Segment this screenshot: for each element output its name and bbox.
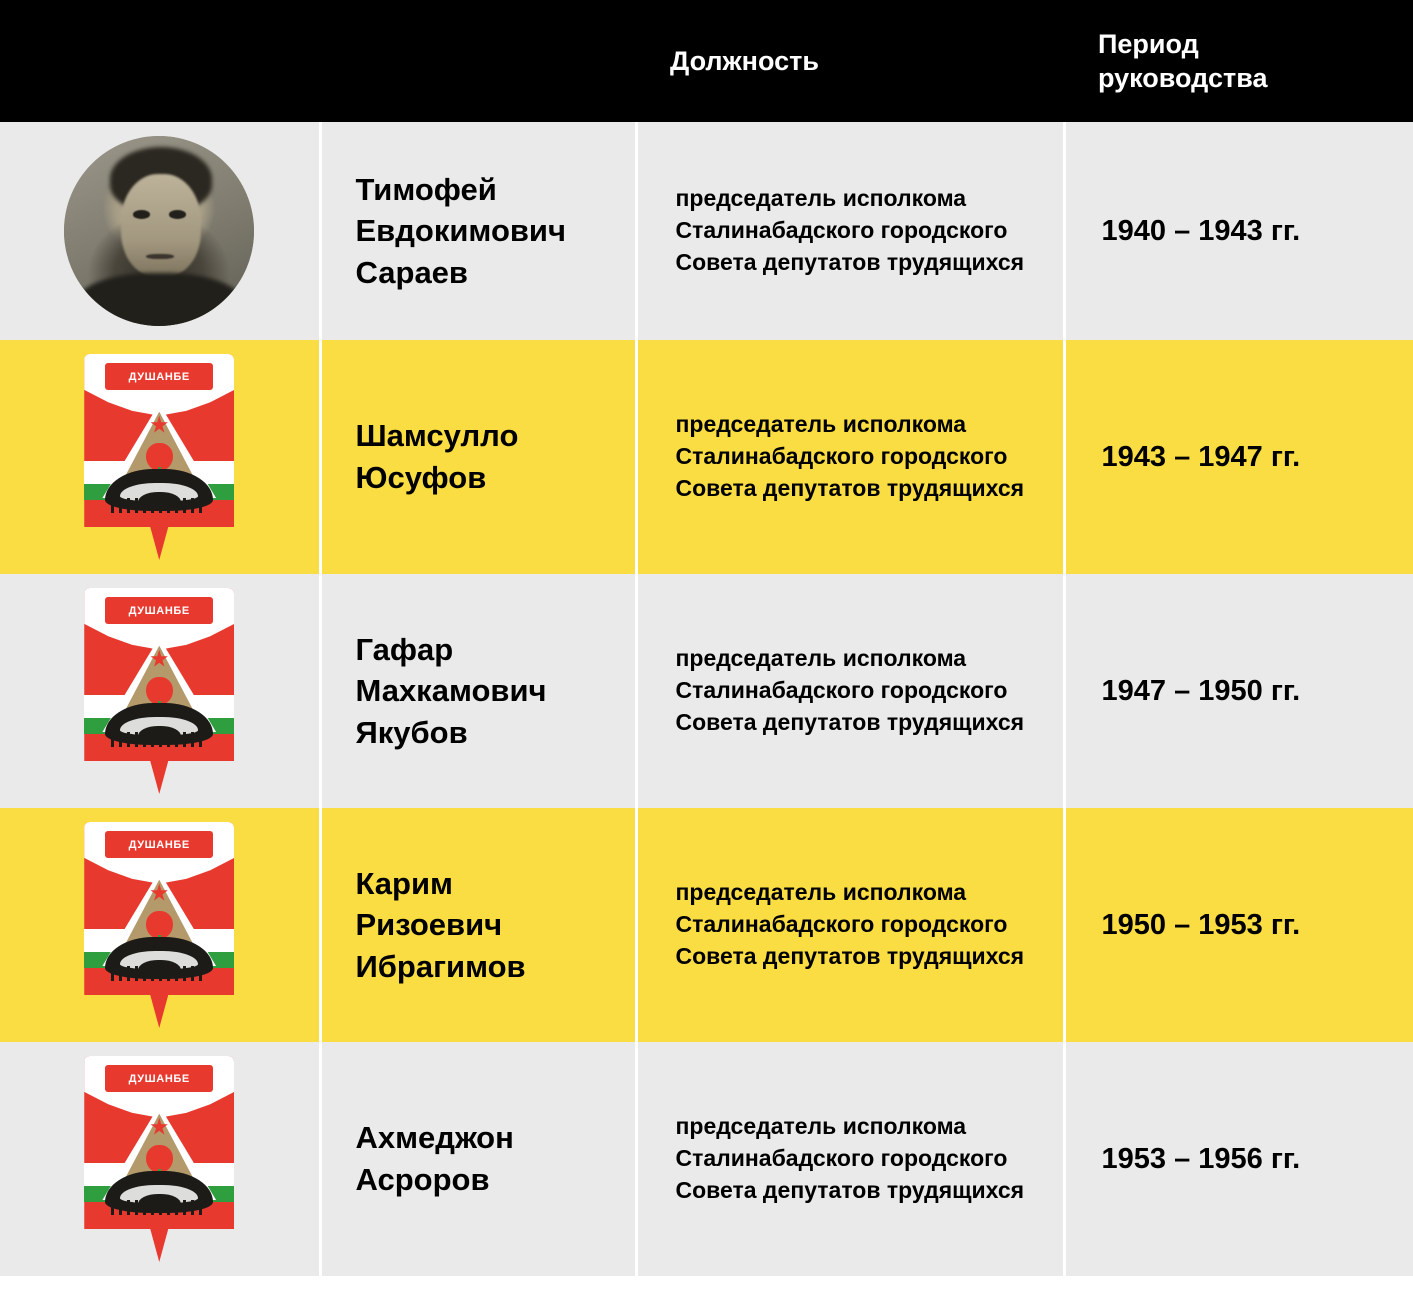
- table-row: [0, 574, 1413, 808]
- dushanbe-coat-of-arms-icon: [84, 354, 234, 560]
- cell-position: председатель исполкома Сталинабадского городского Совета депутатов трудящихся: [636, 122, 1064, 340]
- name-line: Ахмеджон: [355, 1120, 514, 1156]
- emblem-caption: ДУШАНБЕ: [128, 370, 190, 383]
- cell-name: [320, 340, 636, 574]
- header-position: Должность: [670, 45, 819, 76]
- cell-photo: [0, 122, 320, 340]
- table-body: [0, 122, 1413, 1276]
- cell-name: [320, 122, 636, 340]
- table-row: [0, 808, 1413, 1042]
- emblem-caption: ДУШАНБЕ: [128, 604, 190, 617]
- name-line: Тимофей: [355, 171, 497, 207]
- cell-period: 1950 – 1953 гг.: [1101, 908, 1301, 941]
- cell-position: председатель исполкома Сталинабадского городского Совета депутатов трудящихся: [636, 340, 1064, 574]
- name-line: Сараев: [355, 254, 468, 290]
- header-row: [0, 0, 1413, 122]
- header-photo: [0, 0, 320, 122]
- cell-photo: [0, 808, 320, 1042]
- table-row: [0, 1042, 1413, 1276]
- table-header: [0, 0, 1413, 122]
- header-period: [1064, 0, 1413, 122]
- table-row: [0, 340, 1413, 574]
- name-line: Евдокимович: [355, 213, 566, 249]
- cell-name: [320, 808, 636, 1042]
- dushanbe-coat-of-arms-icon: [84, 822, 234, 1028]
- name-line: Махкамович: [355, 673, 547, 709]
- name-line: Асроров: [355, 1162, 490, 1197]
- name-line: Ризоевич: [355, 907, 503, 943]
- cell-position: председатель исполкома Сталинабадского городского Совета депутатов трудящихся: [636, 808, 1064, 1042]
- name-line: Шамсулло: [355, 418, 519, 454]
- dushanbe-coat-of-arms-icon: [84, 588, 234, 794]
- cell-position: председатель исполкома Сталинабадского городского Совета депутатов трудящихся: [636, 1042, 1064, 1276]
- name-line: Якубов: [355, 714, 468, 750]
- header-period-line2: руководства: [1098, 63, 1268, 93]
- emblem-caption: ДУШАНБЕ: [128, 1072, 190, 1085]
- header-period-line1: Период: [1098, 28, 1199, 59]
- cell-period: 1940 – 1943 гг.: [1101, 214, 1301, 247]
- name-line: Ибрагимов: [355, 948, 526, 984]
- cell-period: 1947 – 1950 гг.: [1101, 674, 1301, 707]
- cell-photo: [0, 574, 320, 808]
- name-line: Гафар: [355, 631, 454, 667]
- cell-photo: [0, 1042, 320, 1276]
- cell-name: [320, 574, 636, 808]
- header-name: [320, 0, 636, 122]
- cell-period: 1943 – 1947 гг.: [1101, 440, 1301, 473]
- dushanbe-coat-of-arms-icon: [84, 1056, 234, 1262]
- table-row: [0, 122, 1413, 340]
- cell-photo: [0, 340, 320, 574]
- cell-name: [320, 1042, 636, 1276]
- name-line: Карим: [355, 865, 453, 901]
- name-line: Юсуфов: [355, 460, 487, 495]
- portrait-photo-icon: [64, 136, 254, 326]
- emblem-caption: ДУШАНБЕ: [128, 838, 190, 851]
- cell-period: 1953 – 1956 гг.: [1101, 1142, 1301, 1175]
- cell-position: председатель исполкома Сталинабадского городского Совета депутатов трудящихся: [636, 574, 1064, 808]
